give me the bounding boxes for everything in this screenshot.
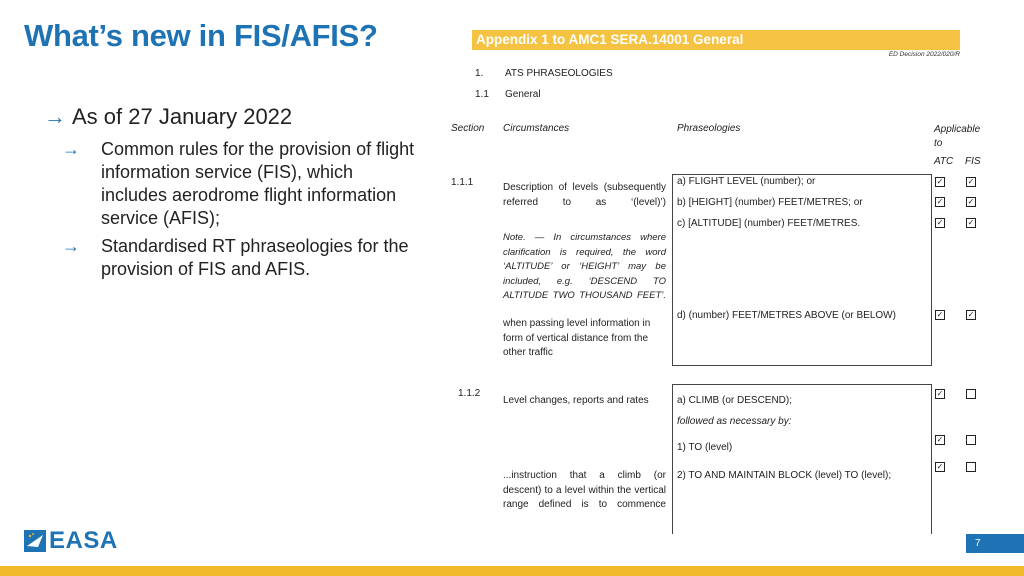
arrow-right-icon: → <box>44 104 66 129</box>
easa-logo <box>24 527 118 555</box>
bullet-list <box>44 104 424 281</box>
arrow-right-icon: → <box>62 236 80 256</box>
checked-box-icon: ✓ <box>936 218 944 227</box>
col-atc-header: ATC <box>934 156 954 167</box>
main-bullet-text: As of 27 January 2022 <box>72 104 293 129</box>
empty-box-icon <box>966 389 976 399</box>
checked-box-icon: ✓ <box>967 218 975 227</box>
subsection-number: 1.1 <box>475 89 489 100</box>
document-header: Appendix 1 to AMC1 SERA.14001 General <box>472 30 960 50</box>
phraseology-line: followed as necessary by: <box>677 416 792 427</box>
sub-bullet-text: Standardised RT phraseologies for the provision of FIS and AFIS. <box>101 236 409 279</box>
easa-logo-icon <box>24 530 46 552</box>
checked-box-icon: ✓ <box>967 197 975 206</box>
footer-bar <box>0 566 1024 576</box>
row-note: Note. — In circumstances where clarification is required, the word ‘ALTITUDE’ or ‘HEIGHT’ may be included, e.g. ‘DESCEND TO ALTITUDE TWO THOUSAND FEET’. <box>503 232 666 301</box>
checked-box-icon: ✓ <box>936 389 944 398</box>
col-applicable-header: Applicable to <box>934 124 981 149</box>
checked-box-icon: ✓ <box>967 310 975 319</box>
sub-bullet-text: Common rules for the provision of flight information service (FIS), which includes aerodrome flight information service (AFIS); <box>101 139 415 228</box>
row-circumstance: ...instruction that a climb (or descent) to a level within the vertical range defined is to commence <box>503 470 666 510</box>
subsection-title: General <box>505 89 541 100</box>
main-bullet <box>44 104 424 130</box>
phraseology-line: 2) TO AND MAINTAIN BLOCK (level) TO (level); <box>677 470 892 481</box>
easa-logo-text: EASA <box>49 527 118 554</box>
sub-bullet <box>44 235 424 281</box>
phraseology-line: a) FLIGHT LEVEL (number); or <box>677 176 816 187</box>
row-section-number: 1.1.1 <box>451 177 474 188</box>
checked-box-icon: ✓ <box>936 310 944 319</box>
col-section-header: Section <box>451 123 485 134</box>
checked-box-icon: ✓ <box>936 197 944 206</box>
row-section-number: 1.1.2 <box>458 388 481 399</box>
section-title: ATS PHRASEOLOGIES <box>505 68 613 79</box>
phraseology-box <box>672 384 932 534</box>
row-circumstance: Level changes, reports and rates <box>503 395 649 406</box>
page-number: 7 <box>966 534 1024 553</box>
phraseology-line: d) (number) FEET/METRES ABOVE (or BELOW) <box>677 310 896 321</box>
slide-title: What’s new in FIS/AFIS? <box>24 18 378 53</box>
phraseology-line: 1) TO (level) <box>677 442 733 453</box>
sub-bullet <box>44 138 424 230</box>
phraseology-line: a) CLIMB (or DESCEND); <box>677 395 793 406</box>
arrow-right-icon: → <box>62 139 80 159</box>
checked-box-icon: ✓ <box>936 435 944 444</box>
document-excerpt <box>445 28 990 533</box>
checked-box-icon: ✓ <box>936 462 944 471</box>
row-circumstance: when passing level information in form of vertical distance from the other traffic <box>503 318 651 358</box>
empty-box-icon <box>966 462 976 472</box>
empty-box-icon <box>966 435 976 445</box>
col-circumstances-header: Circumstances <box>503 123 570 134</box>
phraseology-line: b) [HEIGHT] (number) FEET/METRES; or <box>677 197 863 208</box>
col-fis-header: FIS <box>965 156 981 167</box>
section-number: 1. <box>475 68 484 79</box>
checked-box-icon: ✓ <box>967 177 975 186</box>
checked-box-icon: ✓ <box>936 177 944 186</box>
phraseology-line: c) [ALTITUDE] (number) FEET/METRES. <box>677 218 861 229</box>
row-circumstance: Description of levels (subsequently referred to as ‘(level)’) <box>503 182 666 208</box>
col-phraseologies-header: Phraseologies <box>677 123 741 134</box>
decision-reference: ED Decision 2022/020/R <box>888 51 960 58</box>
